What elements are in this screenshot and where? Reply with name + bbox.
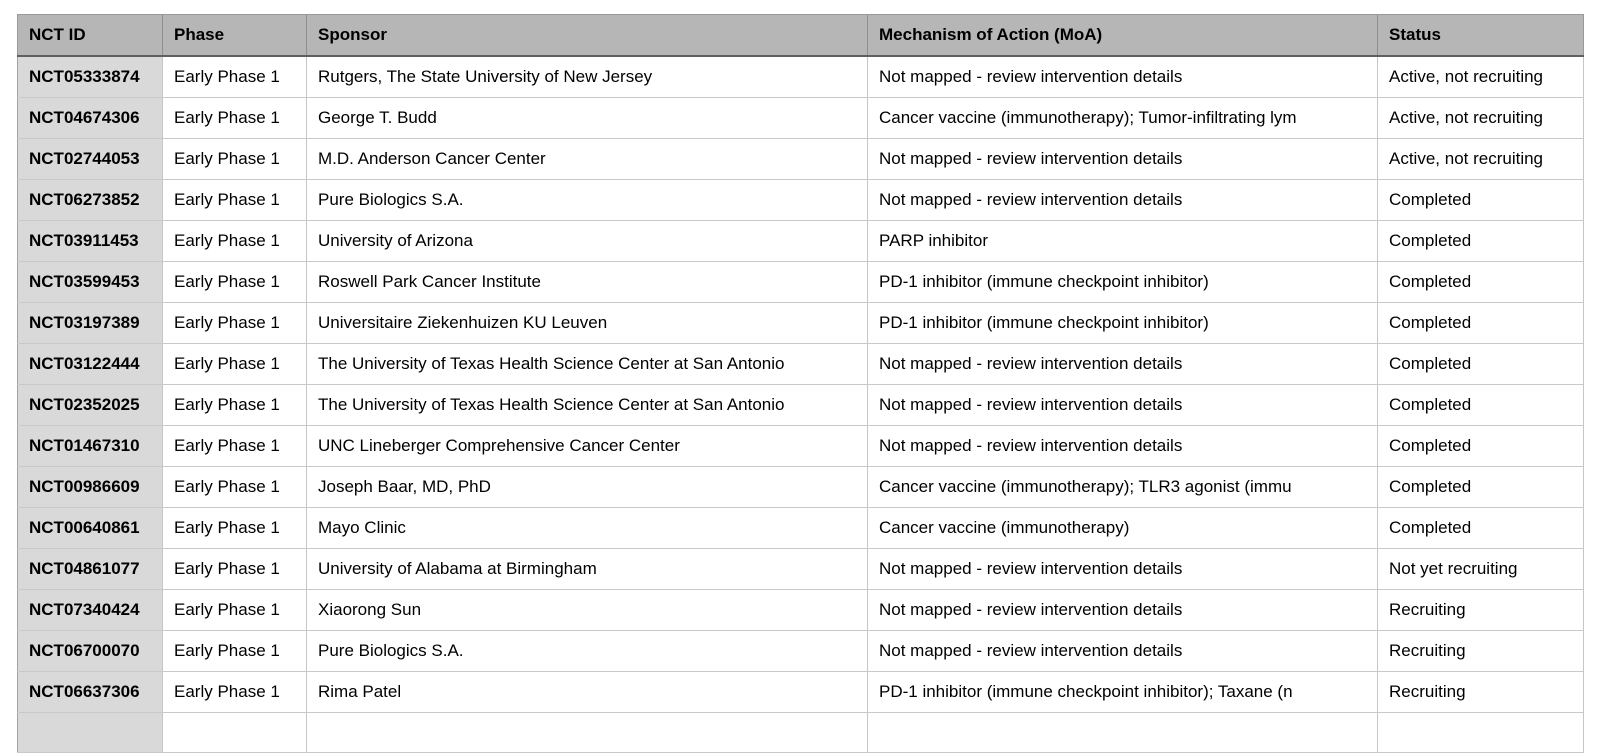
moa-cell bbox=[868, 713, 1378, 753]
nct-id-cell: NCT07340424 bbox=[18, 590, 163, 631]
status-cell: Active, not recruiting bbox=[1378, 98, 1584, 139]
nct-id-cell: NCT00986609 bbox=[18, 467, 163, 508]
status-cell: Completed bbox=[1378, 344, 1584, 385]
phase-cell: Early Phase 1 bbox=[163, 262, 307, 303]
sponsor-cell: Mayo Clinic bbox=[307, 508, 868, 549]
nct-id-cell: NCT02352025 bbox=[18, 385, 163, 426]
nct-id-cell: NCT06700070 bbox=[18, 631, 163, 672]
column-header-sponsor: Sponsor bbox=[307, 15, 868, 57]
moa-cell: Not mapped - review intervention details bbox=[868, 549, 1378, 590]
clinical-trials-table bbox=[17, 14, 1584, 753]
status-cell: Active, not recruiting bbox=[1378, 139, 1584, 180]
status-cell: Not yet recruiting bbox=[1378, 549, 1584, 590]
moa-cell: Not mapped - review intervention details bbox=[868, 180, 1378, 221]
nct-id-cell: NCT04674306 bbox=[18, 98, 163, 139]
status-cell: Active, not recruiting bbox=[1378, 56, 1584, 98]
phase-cell: Early Phase 1 bbox=[163, 631, 307, 672]
moa-cell: PARP inhibitor bbox=[868, 221, 1378, 262]
phase-cell: Early Phase 1 bbox=[163, 426, 307, 467]
phase-cell: Early Phase 1 bbox=[163, 139, 307, 180]
phase-cell: Early Phase 1 bbox=[163, 467, 307, 508]
nct-id-cell: NCT00640861 bbox=[18, 508, 163, 549]
nct-id-cell: NCT01467310 bbox=[18, 426, 163, 467]
phase-cell: Early Phase 1 bbox=[163, 385, 307, 426]
sponsor-cell: University of Alabama at Birmingham bbox=[307, 549, 868, 590]
sponsor-cell: Pure Biologics S.A. bbox=[307, 180, 868, 221]
table-row bbox=[18, 713, 1584, 753]
moa-cell: Not mapped - review intervention details bbox=[868, 344, 1378, 385]
sponsor-cell: The University of Texas Health Science Center at San Antonio bbox=[307, 385, 868, 426]
status-cell: Completed bbox=[1378, 426, 1584, 467]
table-row bbox=[18, 385, 1584, 426]
table-row bbox=[18, 262, 1584, 303]
table-row bbox=[18, 98, 1584, 139]
moa-cell: PD-1 inhibitor (immune checkpoint inhibitor) bbox=[868, 262, 1378, 303]
nct-id-cell: NCT03122444 bbox=[18, 344, 163, 385]
status-cell: Recruiting bbox=[1378, 631, 1584, 672]
moa-cell: Not mapped - review intervention details bbox=[868, 631, 1378, 672]
phase-cell: Early Phase 1 bbox=[163, 549, 307, 590]
table-row bbox=[18, 549, 1584, 590]
sponsor-cell bbox=[307, 713, 868, 753]
phase-cell: Early Phase 1 bbox=[163, 221, 307, 262]
status-cell: Completed bbox=[1378, 385, 1584, 426]
status-cell: Recruiting bbox=[1378, 672, 1584, 713]
status-cell: Completed bbox=[1378, 262, 1584, 303]
table-row bbox=[18, 467, 1584, 508]
header-row bbox=[18, 15, 1584, 57]
status-cell: Completed bbox=[1378, 221, 1584, 262]
nct-id-cell: NCT03197389 bbox=[18, 303, 163, 344]
sponsor-cell: Joseph Baar, MD, PhD bbox=[307, 467, 868, 508]
phase-cell: Early Phase 1 bbox=[163, 98, 307, 139]
status-cell bbox=[1378, 713, 1584, 753]
moa-cell: PD-1 inhibitor (immune checkpoint inhibitor) bbox=[868, 303, 1378, 344]
nct-id-cell bbox=[18, 713, 163, 753]
moa-cell: Cancer vaccine (immunotherapy); Tumor-infiltrating lym bbox=[868, 98, 1378, 139]
column-header-moa: Mechanism of Action (MoA) bbox=[868, 15, 1378, 57]
sponsor-cell: Rima Patel bbox=[307, 672, 868, 713]
clinical-trials-table-container bbox=[17, 14, 1583, 753]
status-cell: Recruiting bbox=[1378, 590, 1584, 631]
moa-cell: PD-1 inhibitor (immune checkpoint inhibitor); Taxane (n bbox=[868, 672, 1378, 713]
table-row bbox=[18, 221, 1584, 262]
nct-id-cell: NCT06273852 bbox=[18, 180, 163, 221]
status-cell: Completed bbox=[1378, 508, 1584, 549]
moa-cell: Not mapped - review intervention details bbox=[868, 426, 1378, 467]
table-row bbox=[18, 303, 1584, 344]
sponsor-cell: Rutgers, The State University of New Jersey bbox=[307, 56, 868, 98]
nct-id-cell: NCT06637306 bbox=[18, 672, 163, 713]
moa-cell: Cancer vaccine (immunotherapy) bbox=[868, 508, 1378, 549]
sponsor-cell: Xiaorong Sun bbox=[307, 590, 868, 631]
column-header-nct-id: NCT ID bbox=[18, 15, 163, 57]
table-header bbox=[18, 15, 1584, 57]
moa-cell: Not mapped - review intervention details bbox=[868, 385, 1378, 426]
table-row bbox=[18, 139, 1584, 180]
phase-cell: Early Phase 1 bbox=[163, 344, 307, 385]
moa-cell: Not mapped - review intervention details bbox=[868, 590, 1378, 631]
nct-id-cell: NCT04861077 bbox=[18, 549, 163, 590]
moa-cell: Cancer vaccine (immunotherapy); TLR3 agonist (immu bbox=[868, 467, 1378, 508]
phase-cell: Early Phase 1 bbox=[163, 508, 307, 549]
phase-cell bbox=[163, 713, 307, 753]
table-row bbox=[18, 426, 1584, 467]
table-row bbox=[18, 56, 1584, 98]
sponsor-cell: The University of Texas Health Science Center at San Antonio bbox=[307, 344, 868, 385]
sponsor-cell: M.D. Anderson Cancer Center bbox=[307, 139, 868, 180]
sponsor-cell: George T. Budd bbox=[307, 98, 868, 139]
table-row bbox=[18, 508, 1584, 549]
table-body bbox=[18, 56, 1584, 753]
column-header-phase: Phase bbox=[163, 15, 307, 57]
nct-id-cell: NCT02744053 bbox=[18, 139, 163, 180]
nct-id-cell: NCT03911453 bbox=[18, 221, 163, 262]
phase-cell: Early Phase 1 bbox=[163, 303, 307, 344]
status-cell: Completed bbox=[1378, 303, 1584, 344]
sponsor-cell: UNC Lineberger Comprehensive Cancer Center bbox=[307, 426, 868, 467]
phase-cell: Early Phase 1 bbox=[163, 672, 307, 713]
table-row bbox=[18, 672, 1584, 713]
sponsor-cell: Universitaire Ziekenhuizen KU Leuven bbox=[307, 303, 868, 344]
phase-cell: Early Phase 1 bbox=[163, 56, 307, 98]
phase-cell: Early Phase 1 bbox=[163, 590, 307, 631]
moa-cell: Not mapped - review intervention details bbox=[868, 139, 1378, 180]
status-cell: Completed bbox=[1378, 467, 1584, 508]
status-cell: Completed bbox=[1378, 180, 1584, 221]
sponsor-cell: Pure Biologics S.A. bbox=[307, 631, 868, 672]
table-row bbox=[18, 180, 1584, 221]
moa-cell: Not mapped - review intervention details bbox=[868, 56, 1378, 98]
nct-id-cell: NCT03599453 bbox=[18, 262, 163, 303]
column-header-status: Status bbox=[1378, 15, 1584, 57]
table-row bbox=[18, 590, 1584, 631]
table-row bbox=[18, 631, 1584, 672]
sponsor-cell: University of Arizona bbox=[307, 221, 868, 262]
table-row bbox=[18, 344, 1584, 385]
phase-cell: Early Phase 1 bbox=[163, 180, 307, 221]
sponsor-cell: Roswell Park Cancer Institute bbox=[307, 262, 868, 303]
nct-id-cell: NCT05333874 bbox=[18, 56, 163, 98]
